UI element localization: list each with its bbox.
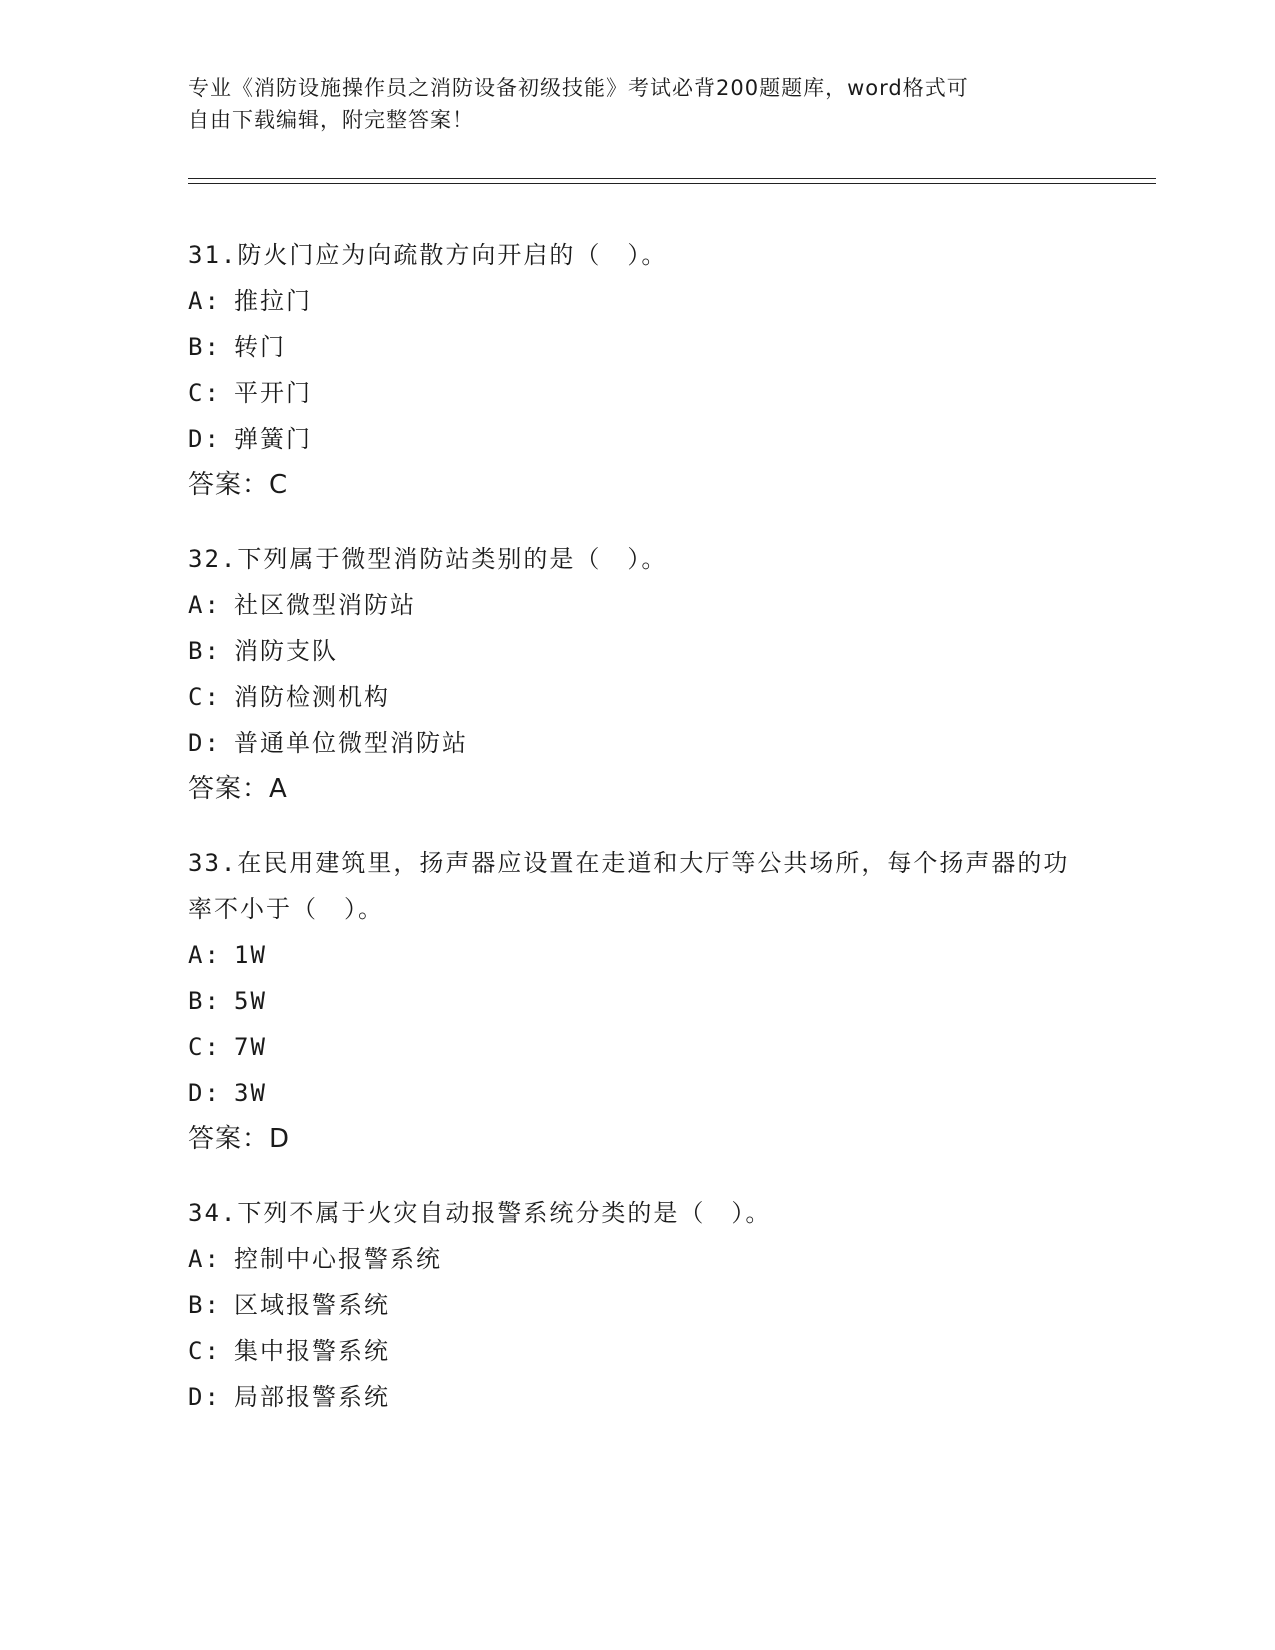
option-text: 集中报警系统	[234, 1337, 390, 1365]
option-d	[188, 720, 1088, 766]
option-label: D:	[188, 1383, 221, 1411]
header-line-1: 专业《消防设施操作员之消防设备初级技能》考试必背200题题库，word格式可	[188, 76, 969, 100]
option-text: 普通单位微型消防站	[234, 729, 468, 757]
option-c	[188, 1024, 1088, 1070]
question-31	[188, 232, 1088, 508]
option-b	[188, 324, 1088, 370]
option-label: C:	[188, 683, 221, 711]
option-text: 7W	[234, 1033, 267, 1061]
answer: 答案：A	[188, 774, 288, 804]
option-text: 3W	[234, 1079, 267, 1107]
option-a	[188, 278, 1088, 324]
question-34	[188, 1190, 1088, 1420]
option-c	[188, 674, 1088, 720]
option-text: 1W	[234, 941, 267, 969]
question-text: 33.在民用建筑里，扬声器应设置在走道和大厅等公共场所，每个扬声器的功率不小于（ ）。	[188, 849, 1070, 923]
option-label: A:	[188, 287, 221, 315]
document-header	[188, 72, 1088, 136]
option-label: A:	[188, 591, 221, 619]
option-label: A:	[188, 941, 221, 969]
option-label: C:	[188, 379, 221, 407]
header-divider-top	[188, 178, 1156, 179]
question-text: 31.防火门应为向疏散方向开启的（ ）。	[188, 241, 668, 269]
question-33	[188, 840, 1088, 1162]
option-label: A:	[188, 1245, 221, 1273]
option-c	[188, 370, 1088, 416]
option-text: 平开门	[234, 379, 312, 407]
option-text: 局部报警系统	[234, 1383, 390, 1411]
option-a	[188, 582, 1088, 628]
option-text: 转门	[234, 333, 286, 361]
option-text: 推拉门	[234, 287, 312, 315]
option-a	[188, 1236, 1088, 1282]
option-label: C:	[188, 1337, 221, 1365]
option-text: 消防支队	[234, 637, 338, 665]
question-text: 32.下列属于微型消防站类别的是（ ）。	[188, 545, 668, 573]
question-32	[188, 536, 1088, 812]
header-line-2: 自由下载编辑，附完整答案！	[188, 108, 474, 132]
option-a	[188, 932, 1088, 978]
answer: 答案：C	[188, 470, 289, 500]
option-label: C:	[188, 1033, 221, 1061]
option-text: 控制中心报警系统	[234, 1245, 442, 1273]
option-label: B:	[188, 1291, 221, 1319]
option-label: D:	[188, 1079, 221, 1107]
option-text: 社区微型消防站	[234, 591, 416, 619]
option-d	[188, 1070, 1088, 1116]
option-label: D:	[188, 729, 221, 757]
option-text: 弹簧门	[234, 425, 312, 453]
question-list	[188, 232, 1088, 1448]
option-b	[188, 1282, 1088, 1328]
option-c	[188, 1328, 1088, 1374]
option-label: B:	[188, 333, 221, 361]
option-b	[188, 978, 1088, 1024]
option-d	[188, 1374, 1088, 1420]
option-text: 消防检测机构	[234, 683, 390, 711]
header-divider-bottom	[188, 183, 1156, 184]
option-text: 区域报警系统	[234, 1291, 390, 1319]
question-text: 34.下列不属于火灾自动报警系统分类的是（ ）。	[188, 1199, 772, 1227]
answer: 答案：D	[188, 1124, 291, 1154]
option-label: D:	[188, 425, 221, 453]
option-label: B:	[188, 987, 221, 1015]
option-d	[188, 416, 1088, 462]
option-text: 5W	[234, 987, 267, 1015]
option-b	[188, 628, 1088, 674]
option-label: B:	[188, 637, 221, 665]
